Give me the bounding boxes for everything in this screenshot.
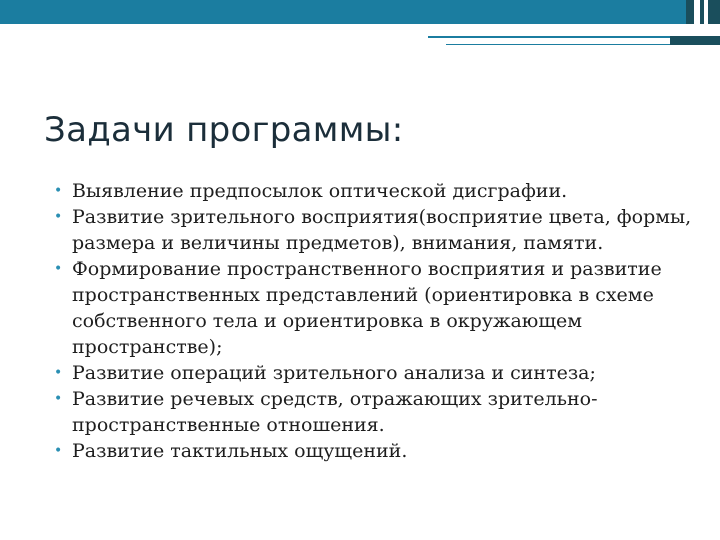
bullet-text: Развитие зрительного восприятия(восприятие цвета, формы, размера и величины предметов), внимания, памяти. xyxy=(72,206,692,254)
bullet-icon: • xyxy=(54,209,63,225)
bullet-icon: • xyxy=(54,365,63,381)
top-accent-bar xyxy=(0,0,686,24)
bullet-item xyxy=(52,438,692,464)
bullet-text: Развитие речевых средств, отражающих зрительно-пространственные отношения. xyxy=(72,388,598,436)
bullet-item xyxy=(52,386,692,438)
thin-corner-block xyxy=(670,36,720,45)
bullet-text: Формирование пространственного восприятия и развитие пространственных представлений (ориентировка в схеме собственного тела и ориентировка в окружающем пространстве); xyxy=(72,258,662,358)
bullet-text: Развитие операций зрительного анализа и синтеза; xyxy=(72,362,596,384)
bullet-text: Выявление предпосылок оптической дисграфии. xyxy=(72,180,568,202)
bullet-item xyxy=(52,178,692,204)
slide-title: Задачи программы: xyxy=(44,110,404,150)
bullet-icon: • xyxy=(54,261,63,277)
bullet-item xyxy=(52,204,692,256)
bullet-item xyxy=(52,256,692,360)
bullet-text: Развитие тактильных ощущений. xyxy=(72,440,408,462)
top-corner-bar xyxy=(686,0,720,24)
bullet-icon: • xyxy=(54,391,63,407)
bullet-item xyxy=(52,360,692,386)
bullet-icon: • xyxy=(54,183,63,199)
bullet-icon: • xyxy=(54,443,63,459)
bullet-list xyxy=(52,178,692,464)
